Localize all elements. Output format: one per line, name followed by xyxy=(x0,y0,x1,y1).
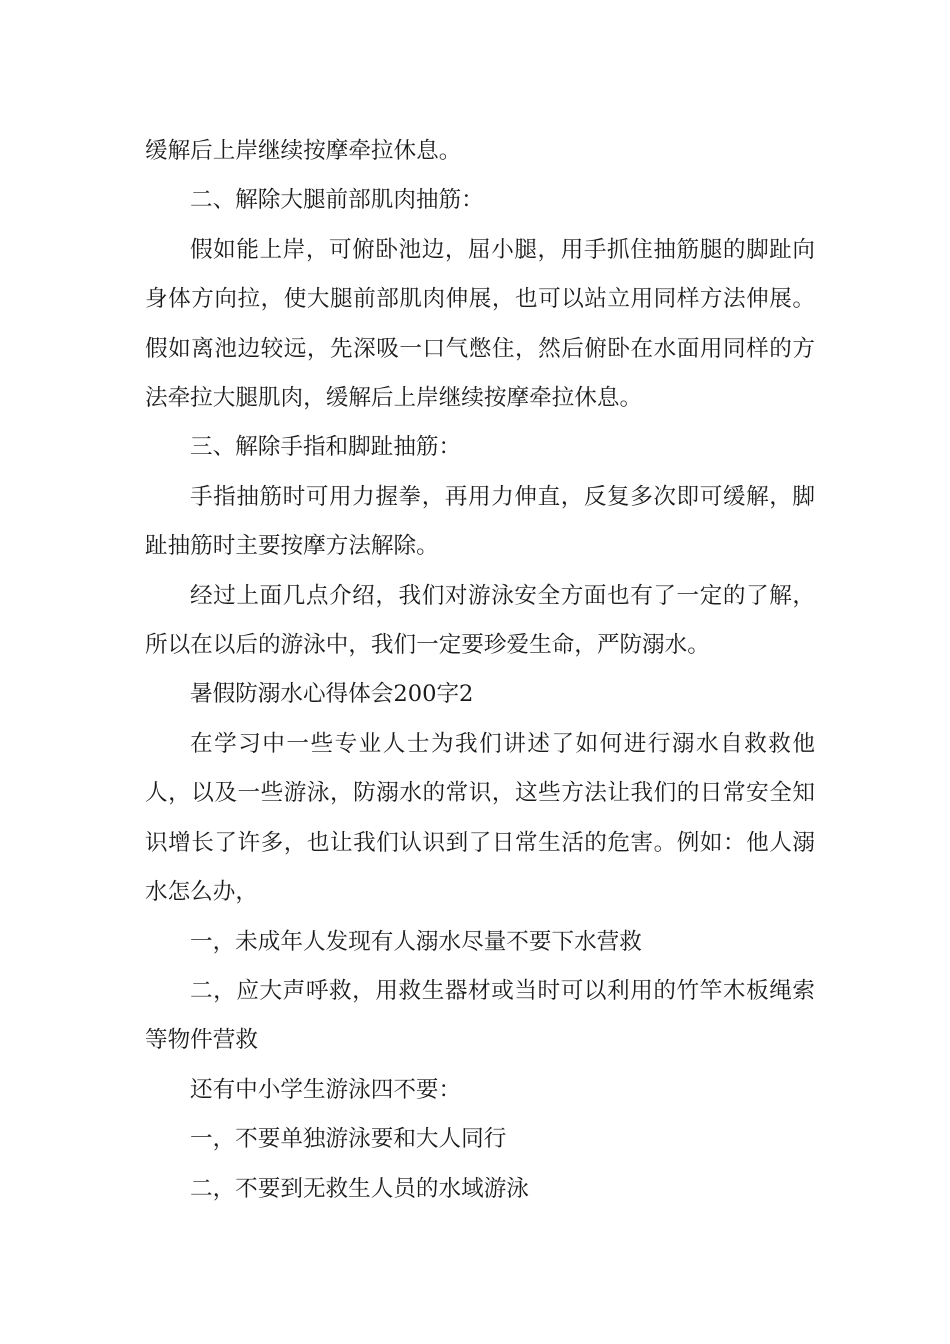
paragraph-four-donts: 还有中小学生游泳四不要： xyxy=(190,1076,462,1103)
heading-thigh-cramp: 二、解除大腿前部肌肉抽筋： xyxy=(190,187,484,214)
list-item-1: 一，未成年人发现有人溺水尽量不要下水营救 xyxy=(190,928,642,955)
paragraph-continuation: 缓解后上岸继续按摩牵拉休息。 xyxy=(145,138,462,164)
section-title: 暑假防溺水心得体会200字2 xyxy=(190,681,474,708)
paragraph-thigh-cramp: 假如能上岸，可俯卧池边，屈小腿，用手抓住抽筋腿的脚趾向身体方向拉，使大腿前部肌肉伸展，也可以站立用同样方法伸展。假如离池边较远，先深吸一口气憋住，然后俯卧在水面用同样的方法牵拉大腿肌肉，缓解后上岸继续按摩牵拉休息。 xyxy=(145,236,815,412)
paragraph-finger-toe-cramp: 手指抽筋时可用力握拳，再用力伸直，反复多次即可缓解，脚趾抽筋时主要按摩方法解除。 xyxy=(145,483,815,560)
list-item-dont-1: 一，不要单独游泳要和大人同行 xyxy=(190,1126,507,1153)
list-item-dont-2: 二，不要到无救生人员的水域游泳 xyxy=(190,1175,529,1202)
paragraph-intro: 在学习中一些专业人士为我们讲述了如何进行溺水自救救他人，以及一些游泳，防溺水的常识，这些方法让我们的日常安全知识增长了许多，也让我们认识到了日常生活的危害。例如：他人溺水怎么办， xyxy=(145,730,815,906)
document-body xyxy=(145,127,815,1214)
paragraph-summary: 经过上面几点介绍，我们对游泳安全方面也有了一定的了解，所以在以后的游泳中，我们一定要珍爱生命，严防溺水。 xyxy=(145,582,815,659)
list-item-2: 二，应大声呼救，用救生器材或当时可以利用的竹竿木板绳索等物件营救 xyxy=(145,977,815,1054)
heading-finger-toe-cramp: 三、解除手指和脚趾抽筋： xyxy=(190,434,462,461)
